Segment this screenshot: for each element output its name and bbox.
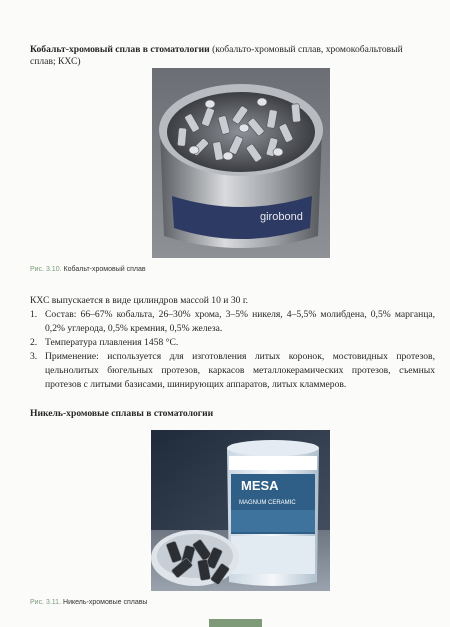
list-text: Состав: 66–67% кобальта, 26–30% хрома, 3–5% никеля, 4–5,5% молибдена, 0,5% марганца, 0,2% углерода, 0,5% кремния, 0,5% железа. <box>45 309 435 334</box>
list-number: 3. <box>30 351 38 362</box>
jar-brand-label: MESA <box>241 478 279 493</box>
list-number: 2. <box>30 337 38 348</box>
figure-nickel-chrome-photo <box>151 430 330 591</box>
properties-list <box>30 308 435 392</box>
heading-bold: Кобальт-хромовый сплав в стоматологии <box>30 44 210 55</box>
figure-caption-3-11 <box>30 599 147 606</box>
heading-bold: Никель-хромовые сплавы в стоматологии <box>30 408 214 419</box>
section-heading-cobalt-chrome <box>30 44 430 68</box>
figure-label: Рис. 3.11. <box>30 599 62 606</box>
figure-caption-3-10 <box>30 266 146 273</box>
figure-caption-text: Кобальт-хромовый сплав <box>63 266 146 273</box>
can-brand-label: girobond <box>260 211 303 223</box>
figure-label: Рис. 3.10. <box>30 266 62 273</box>
list-text: Температура плавления 1458 °С. <box>45 337 179 348</box>
section-heading-nickel-chrome <box>30 408 430 420</box>
list-number: 1. <box>30 309 38 320</box>
jar-subtitle-label: MAGNUM CERAMIC <box>239 500 296 506</box>
list-item <box>30 336 435 350</box>
list-item <box>30 350 435 392</box>
list-item <box>30 308 435 336</box>
heading-rest: (кобальто-хромовый сплав, хромокобальтовый сплав; КХС) <box>30 44 403 67</box>
list-text: Применение: используется для изготовления литых коронок, мостовидных протезов, цельнолитых бюгельных протезов, каркасов металлокерамических протезов, съемных протезов с литыми базисами, шинирующих аппаратов, литых кламмеров. <box>45 351 435 390</box>
figure-caption-text: Никель-хромовые сплавы <box>63 599 148 606</box>
intro-paragraph: КХС выпускается в виде цилиндров массой 10 и 30 г. <box>30 295 249 306</box>
page-footer-bar <box>209 619 262 627</box>
figure-cobalt-chrome-photo <box>152 68 330 258</box>
